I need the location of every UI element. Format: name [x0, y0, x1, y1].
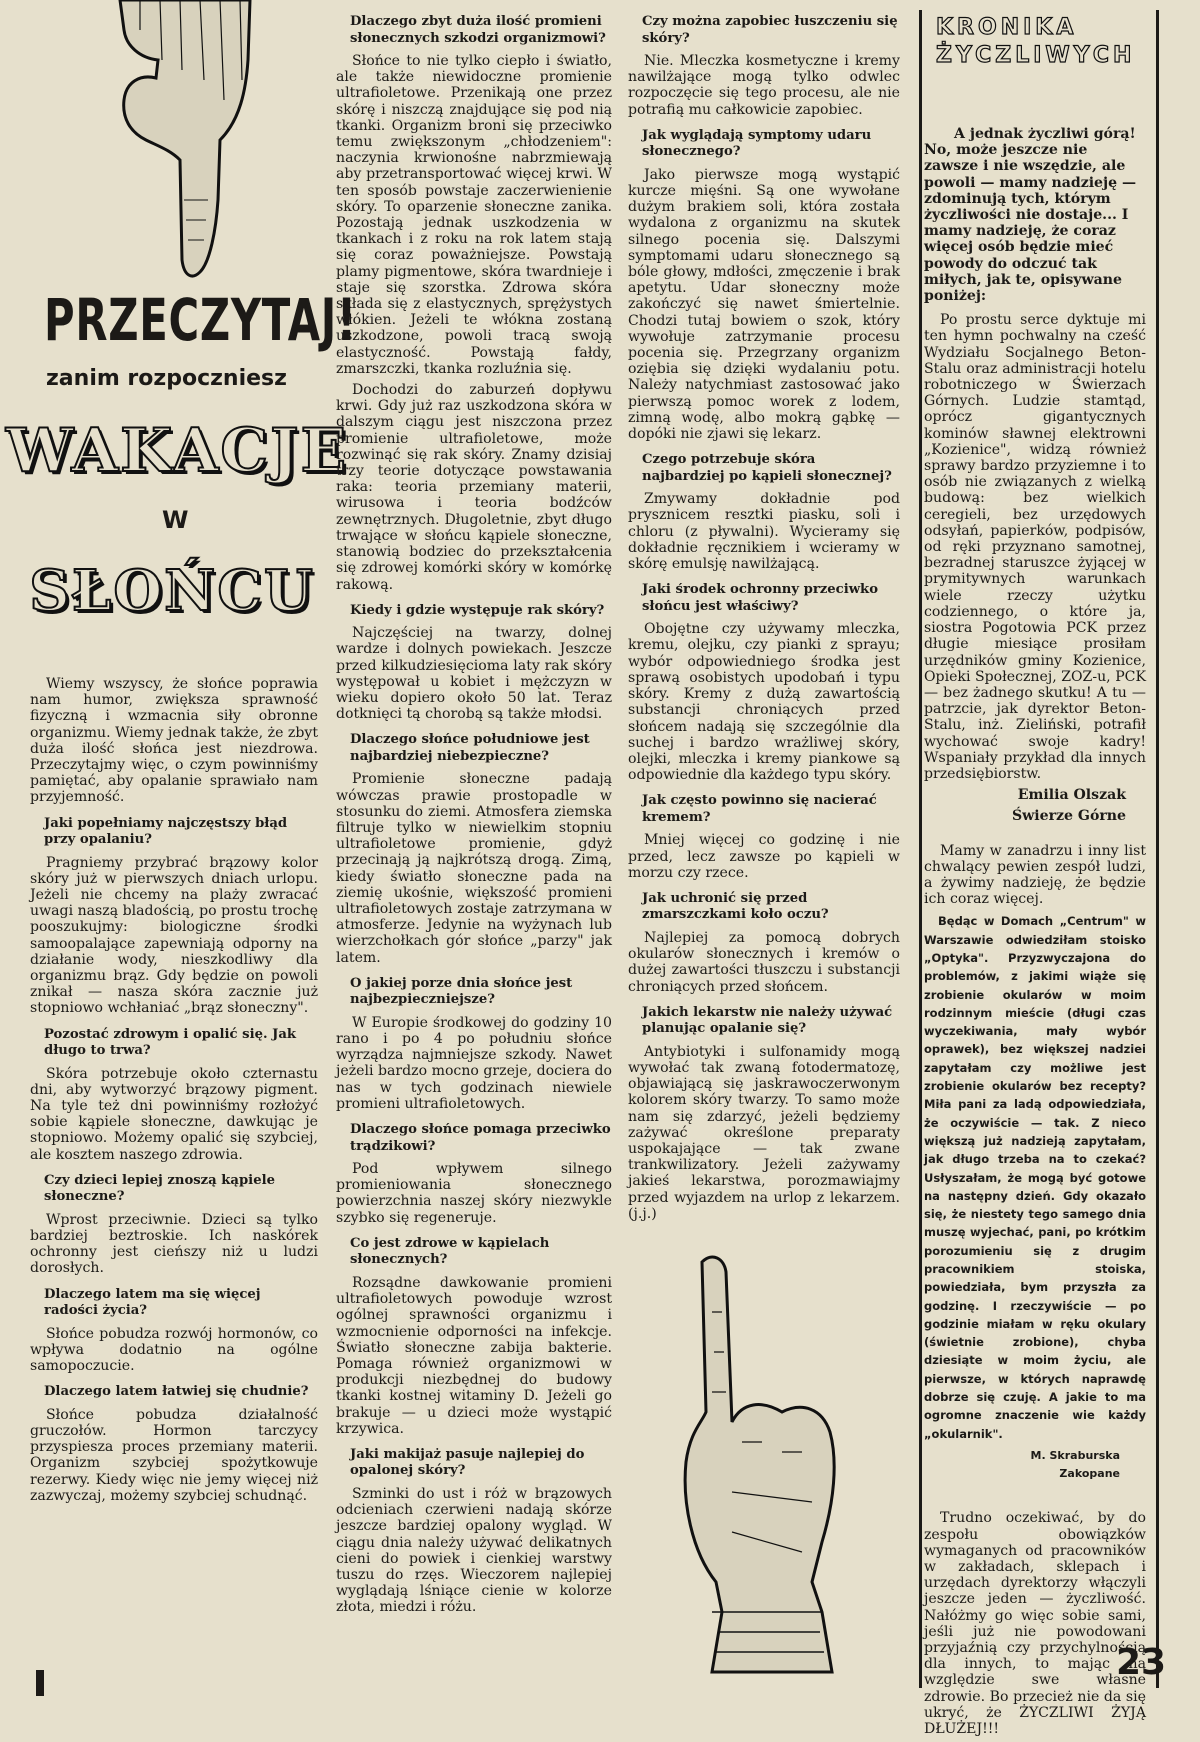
question-heading: Dlaczego słońce południowe jest najbardziej niebezpieczne?: [350, 732, 590, 764]
title-wakacje: WAKACJE: [6, 416, 349, 486]
answer-paragraph: Nie. Mleczka kosmetyczne i kremy nawilżające mogą tylko odwlec rozpoczęcie się tego procesu, ale nie potrafią mu całkowicie zapobiec.: [628, 53, 900, 118]
question-heading: Jak wyglądają symptomy udaru słonecznego?: [642, 127, 872, 160]
answer-paragraph: Pod wpływem silnego promieniowania słonecznego powierzchnia naszej skóry niezwykle szybko się regeneruje.: [336, 1161, 612, 1226]
question-heading: Czy dzieci lepiej znoszą kąpiele słoneczne?: [44, 1172, 275, 1205]
answer-paragraph: Skóra potrzebuje około czternastu dni, aby wytworzyć brązowy pigment. Na tyle też dni powinniśmy rozłożyć sobie kąpiele słoneczne, dawkując je stopniowo. Możemy opalić się szybciej, ale kosztem naszego zdrowia.: [30, 1065, 318, 1163]
question-heading: Kiedy i gdzie występuje rak skóry?: [350, 602, 605, 618]
question-heading: Co jest zdrowe w kąpielach słonecznych?: [350, 1235, 550, 1268]
question-heading: Jakich lekarstw nie należy używać planując opalanie się?: [642, 1004, 893, 1037]
page-number: 23: [1116, 1642, 1167, 1683]
kronika-title-line2: ŻYCZLIWYCH: [936, 43, 1136, 68]
question-heading: Jaki środek ochronny przeciwko słońcu jest właściwy?: [642, 582, 878, 614]
answer-paragraph: Mniej więcej co godzinę i nie przed, lecz zawsze po kąpieli w morzu czy rzece.: [628, 832, 900, 881]
answer-paragraph: Szminki do ust i róż w brązowych odcieniach czerwieni nadają skórze jeszcze bardziej opalony wygląd. W ciągu dnia należy używać delikatnych cieni do powiek i cienkiej warstwy tuszu do rzęs. Wieczorem najlepiej wyglądają lśniące cienie w kolorze złota, miedzi i różu.: [336, 1485, 612, 1616]
answer-paragraph: Najlepiej za pomocą dobrych okularów słonecznych i kremów o dużej zawartości tłuszczu i substancji chroniących przed słońcem.: [628, 929, 900, 995]
question-heading: Dlaczego zbyt duża ilość promieni słonecznych szkodzi organizmowi?: [350, 14, 606, 46]
kronika-letter-2: Będąc w Domach „Centrum" w Warszawie odwiedziłam stoisko „Optyka". Przyzwyczajona do problemów, z jakimi wiąże się zrobienie okularów w moim rodzinnym mieście (długi czas wyczekiwania, mały wybór oprawek), bez większej nadziei zapytałam czy możliwe jest zrobienie okularów bez recepty? Miła pani za ladą odpowiedziała, że oczywiście — tak. Z nieco większą już nadzieją zapytałam, jak długo trzeba na to czekać? Usłyszałam, że mogą być gotowe na następny dzień. Gdy okazało się, że niestety tego samego dnia muszę wyjechać, pani, po krótkim porozumieniu się z drugim pracownikiem stoiska, powiedziała, bym przyszła za godzinę. I rzeczywiście — po godzinie miałam w ręku okulary (świetnie zrobione), chyba dziesiąte w moim życiu, ale pierwsze, w których naprawdę dobrze się czuję. A jakie to ma ogromne znaczenie wie każdy „okularnik".: [924, 914, 1146, 1441]
title-przeczytaj: PRZECZYTAJ!: [44, 286, 357, 354]
kronika-letter-1: Po prostu serce dyktuje mi ten hymn pochwalny na cześć Wydziału Socjalnego Beton-Stalu oraz administracji hotelu robotniczego w Świerzach Górnych. Ludzie stamtąd, oprócz gigantycznych kominów sławnej elektrowni „Kozienice", widzą również sprawy bardzo przyziemne i to osób nie związanych z wielką budową: bez wielkich ceregieli, bez urzędowych odsyłań, papierków, podpisów, od ręki przyznano samotnej, bezradnej staruszce żyjącej w prymitywnych warunkach wiele rzeczy użytku codziennego, o które ja, siostra Pogotowia PCK przez długie miesiące prosiłam urzędników gminy Kozienice, Opieki Społecznej, ZOZ-u, PCK — bez żadnego skutku! A tu — patrzcie, jak dyrektor Beton-Stalu, inż. Zieliński, potrafił wychować swoje kadry! Wspaniały przykład dla innych przedsiębiorstw.: [924, 312, 1146, 782]
pointing-hand-up-icon: [672, 1252, 852, 1682]
article-intro: Wiemy wszyscy, że słońce poprawia nam humor, zwiększa sprawność fizyczną i wzmacnia siły obronne organizmu. Wiemy jednak także, że zbyt duża ilość słońca jest niezdrowa. Przeczytajmy więc, o czym powinniśmy pamiętać, aby opalanie sprawiało nam przyjemność.: [30, 676, 318, 806]
answer-paragraph: Jako pierwsze mogą wystąpić kurcze mięśni. Są one wywołane dużym brakiem soli, która została wydalona z organizmu na skutek silnego pocenia się. Dalszymi symptomami udaru słonecznego są bóle głowy, mdłości, zmęczenie i brak apetytu. Udar słoneczny może zakończyć się nawet śmiertelnie. Chodzi tutaj bowiem o szok, który wywołuje zatrzymanie procesu pocenia się. Przegrzany organizm oziębia się dzięki wydalaniu potu. Należy natychmiast zastosować jako pierwszą pomoc worek z lodem, zimną wodę, albo mokrą gąbkę — dopóki nie zjawi się lekarz.: [628, 166, 900, 443]
kronika-title: [936, 14, 1135, 70]
title-w: W: [162, 506, 189, 534]
article-column-2: [336, 8, 612, 1621]
question-heading: O jakiej porze dnia słońce jest najbezpieczniejsze?: [350, 975, 573, 1008]
question-heading: Dlaczego latem łatwiej się chudnie?: [44, 1384, 309, 1400]
signature-place: Zakopane: [1059, 1467, 1120, 1481]
answer-paragraph: Dochodzi do zaburzeń dopływu krwi. Gdy już raz uszkodzona skóra w dalszym ciągu jest niszczona przez promienie ultrafioletowe, może rozwinąć się rak skóry. Znamy dzisiaj trzy teorie dotyczące powstawania raka: teoria przemiany materii, wirusowa i teoria bodźców zewnętrznych. Długoletnie, zbyt długo trwające w słońcu kąpiele słoneczne, stanowią bodziec do przekształcenia się zdrowej komórki skóry w komórkę rakową.: [336, 382, 612, 593]
question-heading: Jaki makijaż pasuje najlepiej do opalonej skóry?: [350, 1446, 585, 1479]
answer-paragraph: Rozsądne dawkowanie promieni ultrafioletowych powoduje wzrost ogólnej sprawności organizmu i wzmocnienie odporności na infekcje. Światło słoneczne zabija bakterie. Pomaga również organizmowi w produkcji niezbędnej do budowy tkanki kostnej witaminy D. Jeżeli go brakuje — u dzieci może wystąpić krzywica.: [336, 1274, 612, 1437]
answer-paragraph: Słońce to nie tylko ciepło i światło, ale także niewidoczne promienie ultrafioletowe. Przenikają one przez skórę i niszczą znajdujące się pod nią tkanki. Organizm broni się przeciwko temu zwiększonym „chłodzeniem": naczynia krwionośne nabrzmiewają aby przetransportować więcej krwi. W ten sposób powstaje zaczerwienienie skóry. To oparzenie słoneczne zanika. Pozostają jednak uszkodzenia w tkankach i z roku na rok latem stają się coraz poważniejsze. Powstają plamy pigmentowe, skóra twardnieje i staje się szorstka. Zdrowa skóra składa się z elastycznych, sprężystych włókien. Jeżeli te włókna zostaną uszkodzone, powoli tracą swoją elastyczność. Powstają fałdy, zmarszczki, tkanka rozluźnia się.: [336, 53, 612, 377]
title-sloncu: SŁOŃCU: [29, 558, 315, 624]
signature-place: Świerze Górne: [1011, 808, 1126, 825]
answer-paragraph: Słońce pobudza rozwój hormonów, co wpływa dodatnio na ogólne samopoczucie.: [30, 1325, 318, 1375]
kronika-title-line1: KRONIKA: [936, 15, 1078, 40]
margin-mark: [36, 1670, 44, 1696]
signature-name: Emilia Olszak: [1017, 787, 1126, 804]
question-heading: Czy można zapobiec łuszczeniu się skóry?: [642, 14, 898, 46]
answer-paragraph: Pragniemy przybrać brązowy kolor skóry już w pierwszych dniach urlopu. Jeżeli nie chcemy na plaży zwracać uwagi naszą bladością, po prostu trochę pooszukujmy: biologiczne środki samoopalające zapewniają odporny na działanie wody, nieszkodliwy dla organizmu brąz. Gdy będzie on powoli znikał — nasza skóra zacznie już stopniowo wchłaniać „brąz słoneczny".: [30, 854, 318, 1017]
subtitle: zanim rozpoczniesz: [46, 366, 287, 391]
signature-name: M. Skraburska: [1030, 1448, 1120, 1462]
answer-paragraph: Obojętne czy używamy mleczka, kremu, olejku, czy pianki z sprayu; wybór odpowiedniego środka jest sprawą osobistych upodobań i typu skóry. Kremy z dużą zawartością substancji chroniących przed słońcem nadają się szczególnie dla suchej i bardzo wrażliwej skóry, olejki, mleczka i kremy piankowe są odpowiednie dla każdego typu skóry.: [628, 621, 900, 784]
answer-paragraph: Zmywamy dokładnie pod prysznicem resztki piasku, soli i chloru (z pływalni). Wycieramy się dokładnie ręcznikiem i wcieramy w skórę emulsję nawilżającą.: [628, 491, 900, 573]
answer-paragraph: Słońce pobudza działalność gruczołów. Hormon tarczycy przyspiesza proces przemiany materii. Organizm szybciej spożytkowuje rezerwy. Kiedy więc nie jemy więcej niż zazwyczaj, możemy szybciej schudnąć.: [30, 1406, 318, 1504]
article-column-1: [30, 676, 318, 1509]
answer-paragraph: Wprost przeciwnie. Dzieci są tylko bardziej beztroskie. Ich naskórek ochronny jest cieńszy niż u ludzi dorosłych.: [30, 1211, 318, 1277]
answer-paragraph: Najczęściej na twarzy, dolnej wardze i dolnych powiekach. Jeszcze przed kilkudziesięcioma laty rak skóry występował u kobiet i mężczyzn w wieku dopiero około 50 lat. Teraz dotknięci tą chorobą są także młodsi.: [336, 625, 612, 723]
article-column-3: [628, 8, 900, 1227]
answer-paragraph: W Europie środkowej do godziny 10 rano i po 4 po południu słońce wyrządza najmniejsze szkody. Nawet jeżeli bardzo mocno grzeje, dociera do nas w tych godzinach niewiele promieni ultrafioletowych.: [336, 1014, 612, 1112]
question-heading: Czego potrzebuje skóra najbardziej po kąpieli słonecznej?: [642, 452, 892, 484]
kronika-intro-2: Mamy w zanadrzu i inny list chwalący pewien zespół ludzi, a żywimy nadzieję, że będzie ich coraz więcej.: [924, 842, 1146, 908]
kronika-lead: A jednak życzliwi górą! No, może jeszcze nie zawsze i nie wszędzie, ale powoli — mamy nadzieję — zdominują tych, którym życzliwości nie dostaje... I mamy nadzieję, że coraz więcej osób będzie mieć powody do odczuć tak miłych, jak te, opisywane poniżej:: [924, 126, 1137, 305]
question-heading: Jak często powinno się nacierać kremem?: [642, 793, 877, 825]
answer-paragraph: Promienie słoneczne padają wówczas prawie prostopadle w stosunku do ziemi. Atmosfera ziemska filtruje tylko w niewielkim stopniu ultrafioletowe promienie, gdyż przecinają ją najkrótszą drogą. Zimą, kiedy światło słoneczne pada na ziemię ukośnie, większość promieni ultrafioletowych zostaje zatrzymana w atmosferze. Jedynie na wyżynach lub wierzchołkach gór słońce „parzy" jak latem.: [336, 771, 612, 966]
kronika-column: [924, 126, 1146, 1742]
question-heading: Jak uchronić się przed zmarszczkami koło oczu?: [642, 890, 829, 923]
kronika-closing: Trudno oczekiwać, by do zespołu obowiązków wymaganych od pracowników w zakładach, sklepach i urzędach dyrektorzy włączyli jeszcze jeden — życzliwość. Nałóżmy go więc sobie sami, jeśli już nie powodowani przyjaźnią czy przychylnością dla innych, to mając na względzie swe własne zdrowie. Bo przecież nie da się ukryć, że ŻYCZLIWI ŻYJĄ DŁUŻEJ!!!: [924, 1510, 1146, 1737]
pointing-hand-down-icon: [100, 0, 260, 280]
question-heading: Dlaczego słońce pomaga przeciwko trądzikowi?: [350, 1122, 611, 1154]
question-heading: Dlaczego latem ma się więcej radości życia?: [44, 1286, 261, 1319]
question-heading: Jaki popełniamy najczęstszy błąd przy opalaniu?: [44, 815, 288, 848]
answer-paragraph: Antybiotyki i sulfonamidy mogą wywołać tak zwaną fotodermatozę, objawiającą się jaskrawoczerwonym kolorem skóry twarzy. To samo może nam się zdarzyć, jeżeli będziemy zażywać określone preparaty uspokajające — tak zwane trankwilizatory. Jeżeli zażywamy jakieś lekarstwa, porozmawiajmy przed wyjazdem na urlop z lekarzem. (j.j.): [628, 1043, 900, 1222]
question-heading: Pozostać zdrowym i opalić się. Jak długo to trwa?: [44, 1026, 297, 1059]
